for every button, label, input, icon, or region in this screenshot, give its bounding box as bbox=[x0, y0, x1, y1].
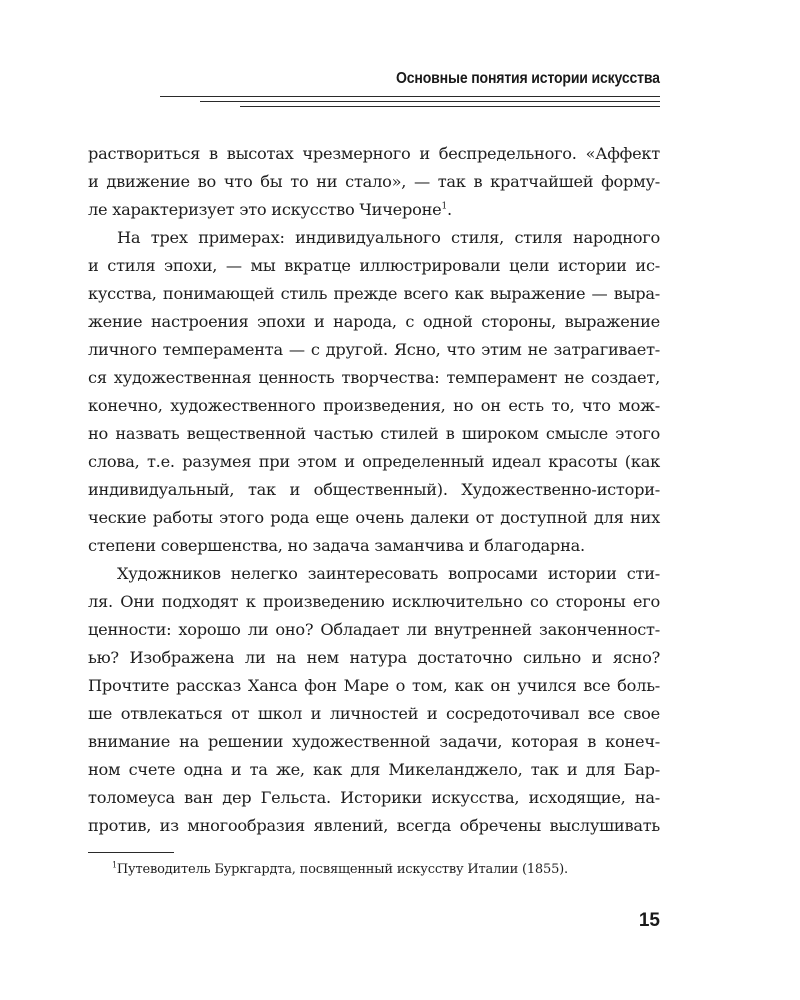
text-line: внимание на решении художественной задачи, которая в конеч- bbox=[88, 732, 660, 751]
text-line: конечно, художественного произведения, но он есть то, что мож- bbox=[88, 396, 660, 415]
text-line-content: ле характеризует это искусство Чичероне bbox=[88, 200, 442, 219]
text-line: ля. Они подходят к произведению исключительно со стороны его bbox=[88, 592, 660, 611]
header-rule-1 bbox=[160, 96, 660, 97]
text-line: и движение во что бы то ни стало», — так в кратчайшей форму- bbox=[88, 172, 660, 191]
text-line: жение настроения эпохи и народа, с одной стороны, выражение bbox=[88, 312, 660, 331]
footnote-separator bbox=[88, 852, 174, 853]
text-line: против, из многообразия явлений, всегда обречены выслушивать bbox=[88, 816, 660, 835]
text-line: раствориться в высотах чрезмерного и беспредельного. «Аффект bbox=[88, 144, 660, 163]
paragraph-2 bbox=[88, 224, 660, 560]
text-line: На трех примерах: индивидуального стиля, стиля народного bbox=[117, 228, 660, 247]
text-line: ся художественная ценность творчества: темперамент не создает, bbox=[88, 368, 660, 387]
footnote-reference: 1 bbox=[441, 201, 447, 212]
text-line: слова, т.е. разумея при этом и определенный идеал красоты (как bbox=[88, 452, 660, 471]
header-rule-2 bbox=[200, 101, 660, 102]
text-line: толомеуса ван дер Гельста. Историки искусства, исходящие, на- bbox=[88, 788, 660, 807]
body-text bbox=[88, 140, 660, 840]
text-line-end: . bbox=[446, 200, 452, 219]
text-line: ценности: хорошо ли оно? Обладает ли внутренней законченност- bbox=[88, 620, 660, 639]
page-number: 15 bbox=[638, 910, 660, 931]
footnote bbox=[112, 860, 568, 880]
text-line: ном счете одна и та же, как для Микеланджело, так и для Бар- bbox=[88, 760, 660, 779]
text-line: Прочтите рассказ Ханса фон Маре о том, как он учился все боль- bbox=[88, 676, 660, 695]
footnote-text: Путеводитель Буркгардта, посвященный искусству Италии (1855). bbox=[116, 862, 568, 877]
text-line: личного темперамента — с другой. Ясно, что этим не затрагивает- bbox=[88, 340, 660, 359]
text-line: но назвать вещественной частью стилей в широком смысле этого bbox=[88, 424, 660, 443]
paragraph-1 bbox=[88, 140, 660, 224]
text-line-last bbox=[88, 196, 660, 224]
text-line: кусства, понимающей стиль прежде всего как выражение — выра- bbox=[88, 284, 660, 303]
header-rule-3 bbox=[240, 106, 660, 107]
text-line: ью? Изображена ли на нем натура достаточно сильно и ясно? bbox=[88, 648, 660, 667]
paragraph-3 bbox=[88, 560, 660, 840]
text-line: ше отвлекаться от школ и личностей и сосредоточивал все свое bbox=[88, 704, 660, 723]
text-line: ческие работы этого рода еще очень далеки от доступной для них bbox=[88, 508, 660, 527]
text-line: Художников нелегко заинтересовать вопросами истории сти- bbox=[117, 564, 660, 583]
running-title: Основные понятия истории искусства bbox=[396, 70, 660, 87]
text-line: степени совершенства, но задача заманчива и благодарна. bbox=[88, 536, 585, 555]
text-line: и стиля эпохи, — мы вкратце иллюстрировали цели истории ис- bbox=[88, 256, 660, 275]
text-line: индивидуальный, так и общественный). Художественно-истори- bbox=[88, 480, 660, 499]
footnote-mark: 1 bbox=[112, 860, 117, 870]
